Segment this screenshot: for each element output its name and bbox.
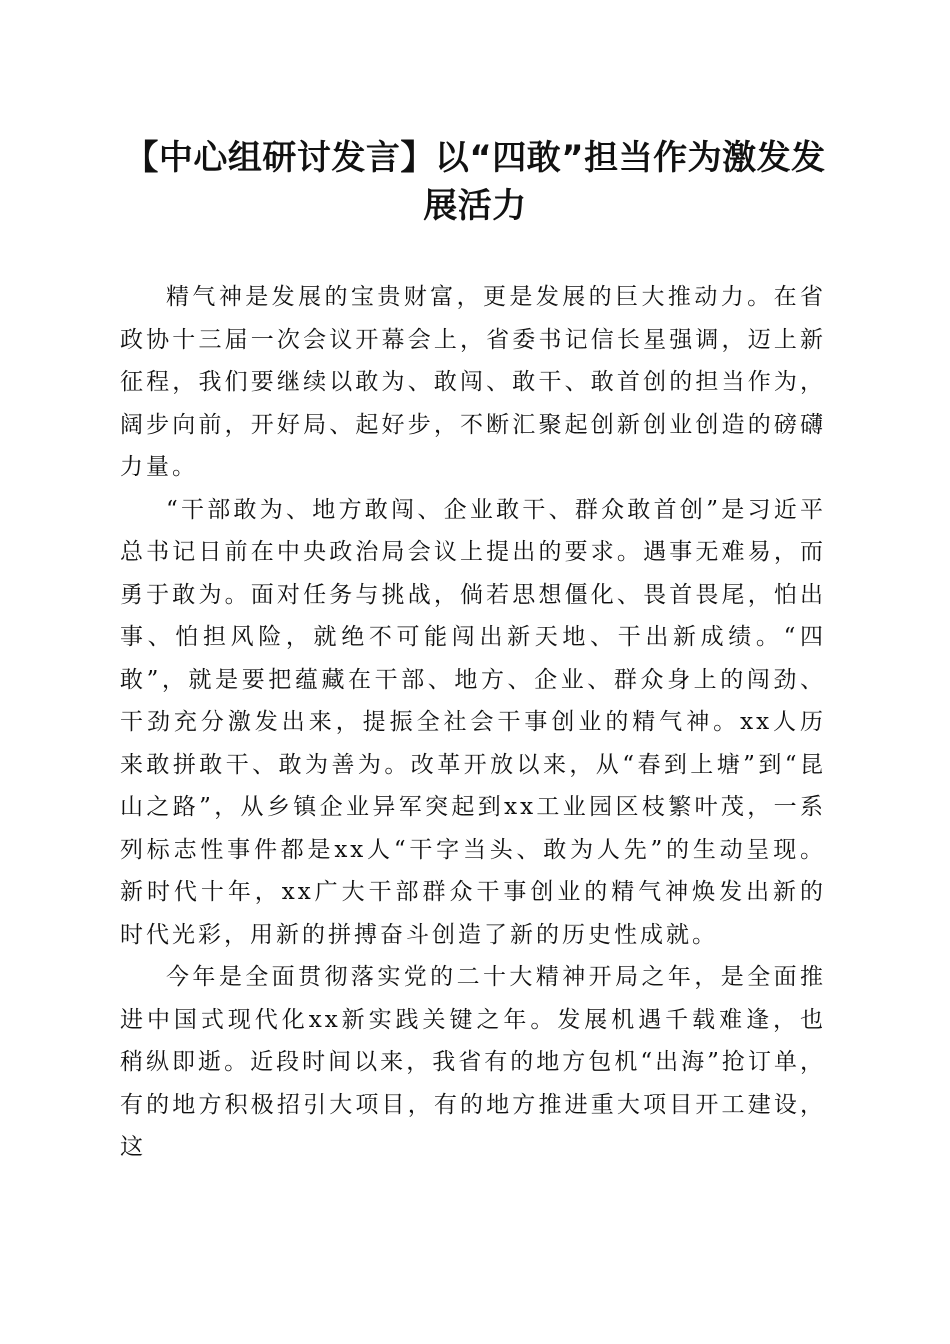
document-title: 【中心组研讨发言】以“四敢”担当作为激发发展活力 xyxy=(124,138,826,226)
paragraph: 今年是全面贯彻落实党的二十大精神开局之年，是全面推进中国式现代化xx新实践关键之年。发展机遇千载难逢，也稍纵即逝。近段时间以来，我省有的地方包机“出海”抢订单，有的地方积极招引大项目，有的地方推进重大项目开工建设，这 xyxy=(120,964,826,1160)
paragraph: “干部敢为、地方敢闯、企业敢干、群众敢首创”是习近平总书记日前在中央政治局会议上提出的要求。遇事无难易，而勇于敢为。面对任务与挑战，倘若思想僵化、畏首畏尾，怕出事、怕担风险，就绝不可能闯出新天地、干出新成绩。“四敢”，就是要把蕴藏在干部、地方、企业、群众身上的闯劲、干劲充分激发出来，提振全社会干事创业的精气神。xx人历来敢拼敢干、敢为善为。改革开放以来，从“春到上塘”到“昆山之路”，从乡镇企业异军突起到xx工业园区枝繁叶茂，一系列标志性事件都是xx人“干字当头、敢为人先”的生动呈现。新时代十年，xx广大干部群众干事创业的精气神焕发出新的时代光彩，用新的拼搏奋斗创造了新的历史性成就。 xyxy=(120,496,826,948)
paragraph: 精气神是发展的宝贵财富，更是发展的巨大推动力。在省政协十三届一次会议开幕会上，省委书记信长星强调，迈上新征程，我们要继续以敢为、敢闯、敢干、敢首创的担当作为，阔步向前，开好局、起好步，不断汇聚起创新创业创造的磅礴力量。 xyxy=(120,284,826,480)
document-body xyxy=(120,276,826,1169)
